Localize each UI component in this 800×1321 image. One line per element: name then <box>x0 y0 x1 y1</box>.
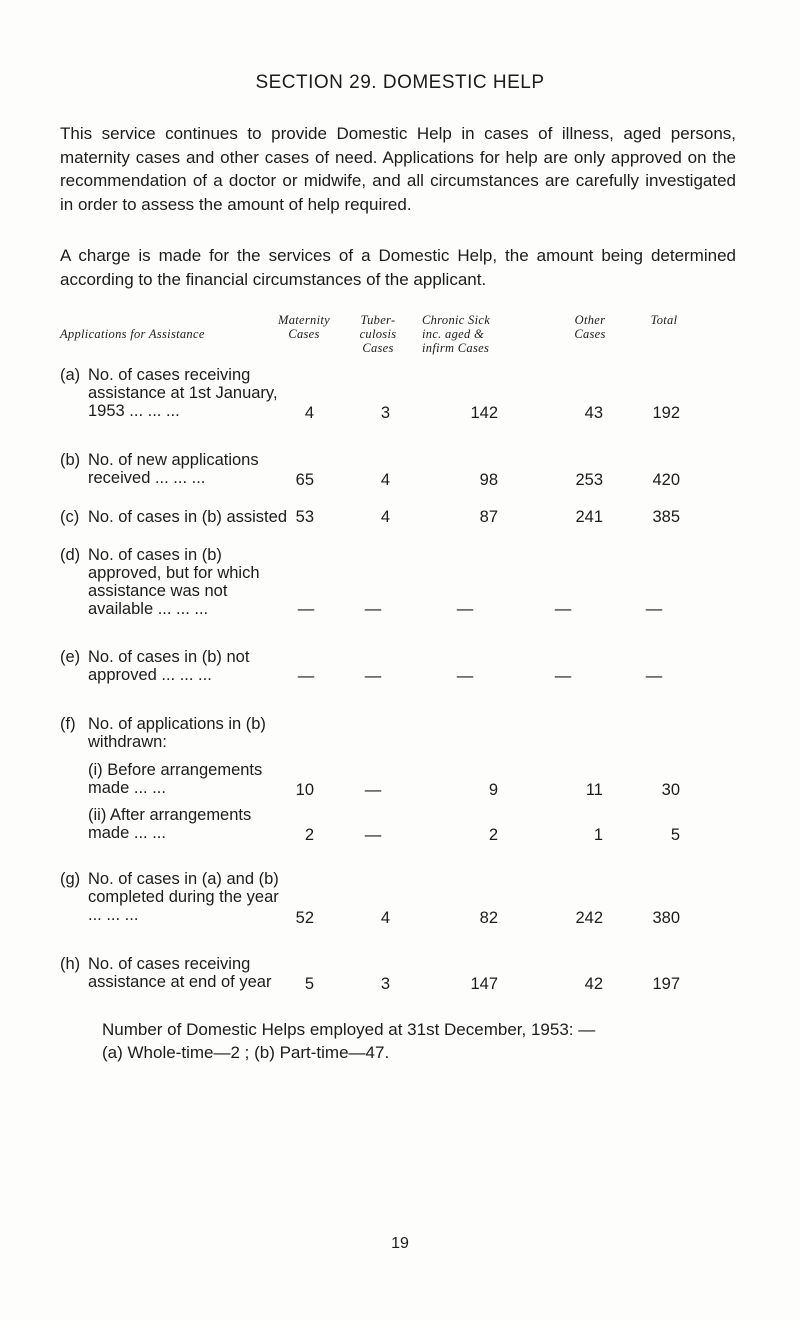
table-cell: 4 <box>304 404 314 422</box>
table-row-label: (b) No. of new applications received ... ... ... <box>60 451 259 487</box>
header-applications: Applications for Assistance <box>60 327 205 341</box>
intro-paragraph: This service continues to provide Domestic Help in cases of illness, aged persons, maternity cases and other cases of need. Applications for help are only approved on the recommendation of a doctor or midwife, and all circumstances are carefully investigated in order to assess the amount of help required. <box>60 124 736 214</box>
table-cell: 380 <box>652 909 680 927</box>
table-row-label: (g) No. of cases in (a) and (b) completed during the year ... ... ... <box>60 870 279 924</box>
table-cell: 241 <box>575 508 603 526</box>
charge-paragraph: A charge is made for the services of a Domestic Help, the amount being determined according to the financial circumstances of the applicant. <box>60 246 736 289</box>
table-cell: 82 <box>479 909 498 927</box>
table-cell: 3 <box>380 975 390 993</box>
table-row-label: (f) No. of applications in (b) withdrawn: <box>60 715 266 751</box>
table-cell: 9 <box>488 781 498 799</box>
table-cell: 30 <box>661 781 680 799</box>
table-cell: 197 <box>652 975 680 993</box>
table-cell: 2 <box>488 826 498 844</box>
table-cell: 1 <box>593 826 603 844</box>
table-cell: 4 <box>380 508 390 526</box>
page-number: 19 <box>391 1235 409 1252</box>
table-subrow-label: (ii) After arrangements made ... ... <box>88 806 252 842</box>
table-cell: 65 <box>295 471 314 489</box>
header-total: Total <box>650 313 678 327</box>
table-cell: — <box>456 667 474 685</box>
header-chronic-sick: Chronic Sick inc. aged & infirm Cases <box>422 313 491 355</box>
header-maternity: Maternity Cases <box>278 313 330 341</box>
table-cell: 5 <box>304 975 314 993</box>
table-subrow-label: (i) Before arrangements made ... ... <box>88 761 263 797</box>
table-row-label: (a) No. of cases receiving assistance at 1st January, 1953 ... ... ... <box>60 366 278 420</box>
table-cell: 43 <box>584 404 603 422</box>
domestic-helps-breakdown: (a) Whole-time—2 ; (b) Part-time—47. <box>102 1043 390 1062</box>
table-cell: 4 <box>380 471 390 489</box>
table-cell: — <box>297 667 315 685</box>
table-cell: 385 <box>652 508 680 526</box>
table-cell: 52 <box>295 909 314 927</box>
table-cell: 4 <box>380 909 390 927</box>
table-cell: 420 <box>652 471 680 489</box>
table-cell: 147 <box>470 975 498 993</box>
table-row-label: (c) No. of cases in (b) assisted <box>60 508 287 526</box>
table-cell: 242 <box>575 909 603 927</box>
table-row-label: (d) No. of cases in (b) approved, but for which assistance was not available ... ... ... <box>60 546 260 618</box>
table-cell: 42 <box>584 975 603 993</box>
table-cell: 53 <box>295 508 314 526</box>
table-cell: — <box>364 667 382 685</box>
table-cell: — <box>456 600 474 618</box>
table-cell: 10 <box>295 781 314 799</box>
header-tuberculosis: Tuber- culosis Cases <box>359 313 397 355</box>
table-cell: — <box>364 781 382 799</box>
table-cell: — <box>364 600 382 618</box>
header-other: Other Cases <box>574 313 606 341</box>
table-cell: 87 <box>479 508 498 526</box>
table-cell: 142 <box>470 404 498 422</box>
table-cell: 11 <box>585 781 603 799</box>
table-cell: — <box>554 667 572 685</box>
domestic-helps-total: Number of Domestic Helps employed at 31st December, 1953: — <box>102 1020 596 1039</box>
table-cell: 3 <box>380 404 390 422</box>
table-cell: 253 <box>575 471 603 489</box>
table-cell: — <box>645 667 663 685</box>
table-cell: — <box>554 600 572 618</box>
table-cell: — <box>364 826 382 844</box>
table-row-label: (h) No. of cases receiving assistance at end of year <box>60 955 272 991</box>
table-row-label: (e) No. of cases in (b) not approved ... ... ... <box>60 648 250 684</box>
section-title: SECTION 29. DOMESTIC HELP <box>255 72 545 93</box>
table-cell: 5 <box>670 826 680 844</box>
table-cell: 98 <box>479 471 498 489</box>
table-cell: — <box>297 600 315 618</box>
table-cell: — <box>645 600 663 618</box>
table-cell: 192 <box>652 404 680 422</box>
table-cell: 2 <box>304 826 314 844</box>
